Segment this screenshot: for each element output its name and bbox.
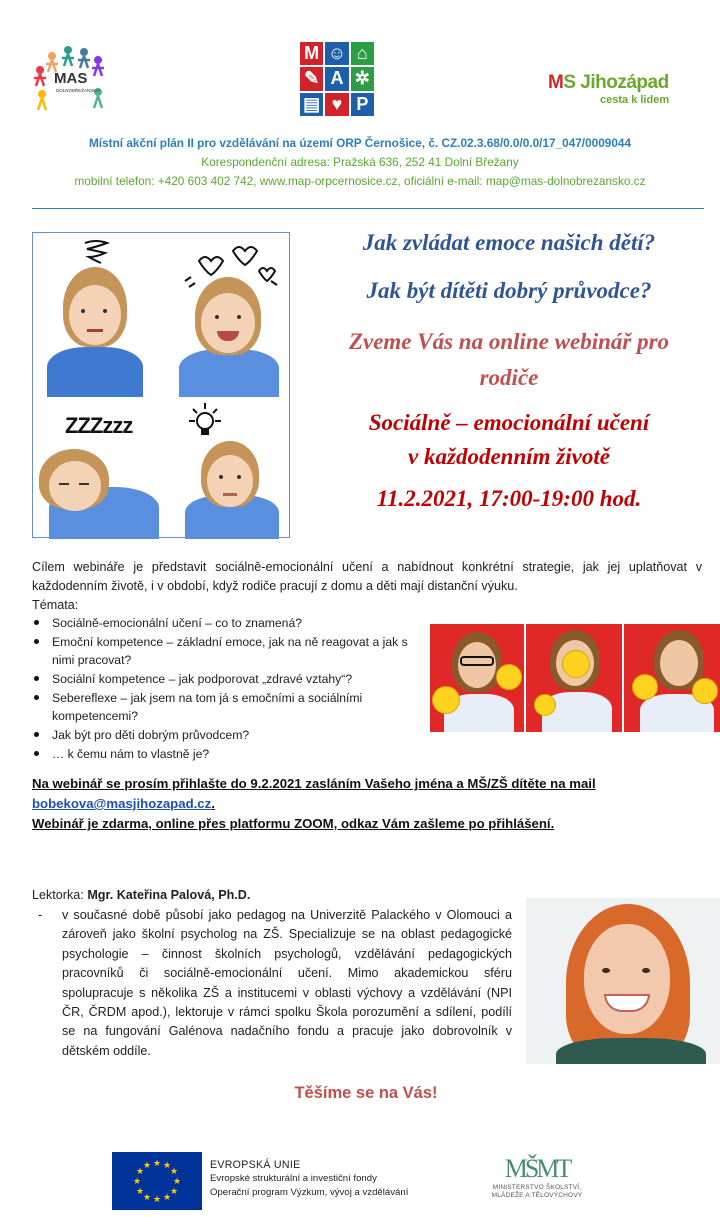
svg-text:★: ★ xyxy=(135,1167,145,1177)
eu-funding-text xyxy=(210,1158,408,1200)
contact-line: mobilní telefon: +420 603 402 742, www.map-orpcernosice.cz, oficiální e-mail: map@mas-dolnobrezansko.cz xyxy=(74,174,646,188)
kid-angry xyxy=(41,267,151,397)
svg-text:★: ★ xyxy=(152,1195,162,1205)
mas-jihozapad-sub: cesta k lidem xyxy=(600,94,670,106)
mas-jihozapad-m: M xyxy=(548,72,564,93)
map-pencil-icon: ✎ xyxy=(300,67,323,90)
msmt-line-1: MINISTERSTVO ŠKOLSTVÍ, xyxy=(492,1184,582,1191)
map-letter-p: P xyxy=(351,93,374,116)
list-item: Sociální kompetence – jak podporovat „zdravé vztahy“? xyxy=(32,670,420,688)
mas-dolnobrezansko-logo xyxy=(30,42,112,112)
svg-text:★: ★ xyxy=(169,1187,179,1197)
children-emotions-image xyxy=(32,232,290,538)
topic-line-1: Sociálně – emocionální učení xyxy=(368,410,650,435)
list-item: Emoční kompetence – základní emoce, jak na ně reagovat a jak s nimi pracovat? xyxy=(32,633,420,669)
letterhead xyxy=(0,134,720,191)
list-item: Sebereflexe – jak jsem na tom já s emočními a sociálními kompetencemi? xyxy=(32,689,420,725)
registration-info: Na webinář se prosím přihlašte do 9.2.2021 zasláním Vašeho jména a MŠ/ZŠ dítěte na mail bobekova@masjihozapad.cz. Webinář je zdarma, online přes platformu ZOOM, odkaz Vám zašleme po přihlášení. xyxy=(32,776,596,831)
lecturer-photo xyxy=(526,898,720,1064)
svg-text:★: ★ xyxy=(152,1159,162,1169)
topics-list xyxy=(32,614,420,764)
topics-label: Témata: xyxy=(32,598,79,612)
svg-text:★: ★ xyxy=(169,1167,179,1177)
eu-title: EVROPSKÁ UNIE xyxy=(210,1159,301,1171)
eu-line-3: Operační program Výzkum, vývoj a vzdělávání xyxy=(210,1187,409,1198)
mas-left-sub: DOLNOBŘEŽANSKO xyxy=(56,88,100,93)
svg-text:★: ★ xyxy=(142,1193,152,1203)
registration-email-link[interactable]: bobekova@masjihozapad.cz xyxy=(32,796,212,811)
svg-text:★: ★ xyxy=(162,1193,172,1203)
photo-panel-2 xyxy=(528,624,624,732)
mas-jihozapad-logo xyxy=(548,72,672,116)
msmt-mark: MŠMT xyxy=(504,1154,570,1183)
logo-bar xyxy=(0,36,720,120)
msmt-line-2: MLÁDEŽE A TĚLOVÝCHOVY xyxy=(491,1192,583,1199)
list-item: Sociálně-emocionální učení – co to znamená? xyxy=(32,614,420,632)
eu-flag-icon xyxy=(112,1152,202,1210)
project-title: Místní akční plán II pro vzdělávání na území ORP Černošice, č. CZ.02.3.68/0.0/0.0/17_047/0009044 xyxy=(88,136,632,150)
svg-text:★: ★ xyxy=(132,1177,142,1187)
map-letter-a: A xyxy=(325,67,348,90)
snore-text: ZZZzzz xyxy=(65,413,133,438)
map-letter-m: M xyxy=(300,42,323,65)
list-item: Jak být pro děti dobrým průvodcem? xyxy=(32,726,420,744)
question-2: Jak být dítěti dobrý průvodce? xyxy=(366,278,652,303)
map-heart-icon: ♥ xyxy=(325,93,348,116)
svg-text:★: ★ xyxy=(135,1187,145,1197)
registration-line-2: Webinář je zdarma, online přes platformu ZOOM, odkaz Vám zašleme po přihlášení. xyxy=(32,816,555,831)
invitation-line-2: rodiče xyxy=(479,365,539,390)
map-house-icon: ⌂ xyxy=(351,42,374,65)
photo-panel-1 xyxy=(430,624,526,732)
kid-sleepy xyxy=(39,443,159,539)
map-logo xyxy=(300,42,374,116)
question-1: Jak zvládat emoce našich dětí? xyxy=(362,230,656,255)
mas-left-text: MAS xyxy=(54,70,88,87)
lecturer-heading xyxy=(32,886,512,905)
event-title-block xyxy=(304,228,714,514)
spiral-icon xyxy=(81,239,111,265)
msmt-logo xyxy=(472,1154,602,1210)
map-gear-icon: ✲ xyxy=(351,67,374,90)
header-divider xyxy=(32,208,704,209)
lecturer-name: Mgr. Kateřina Palová, Ph.D. xyxy=(87,888,251,902)
funding-footer xyxy=(0,1148,720,1212)
bio-dash: - xyxy=(38,908,43,922)
lightbulb-icon xyxy=(185,401,225,441)
photo-panel-3 xyxy=(626,624,720,732)
address-line: Korespondenční adresa: Pražská 636, 252 41 Dolní Břežany xyxy=(201,155,519,169)
svg-text:★: ★ xyxy=(162,1161,172,1171)
webinar-intro: Cílem webináře je představit sociálně-emocionální učení a nabídnout konkrétní strategie, jak jej uplatňovat v každodenním životě, i v období, když rodiče pracují z domu a děti mají distanční výuku. xyxy=(32,560,702,593)
svg-text:★: ★ xyxy=(172,1177,182,1187)
kid-happy xyxy=(173,277,285,397)
svg-text:★: ★ xyxy=(142,1161,152,1171)
lecturer-label: Lektorka: xyxy=(32,888,88,902)
registration-line-1: Na webinář se prosím přihlašte do 9.2.2021 zasláním Vašeho jména a MŠ/ZŠ dítěte na mail xyxy=(32,776,596,791)
list-item: … k čemu nám to vlastně je? xyxy=(32,745,420,763)
topic-line-2: v každodenním životě xyxy=(408,444,610,469)
event-date: 11.2.2021, 17:00-19:00 hod. xyxy=(376,486,642,511)
emoji-kids-photo xyxy=(430,624,720,732)
closing-text: Těšíme se na Vás! xyxy=(294,1084,438,1102)
kid-thinking xyxy=(179,441,283,539)
mas-jihozapad-title: S Jihozápad xyxy=(563,72,669,93)
lecturer-bio-text: v současné době působí jako pedagog na Univerzitě Palackého v Olomouci a zároveň jako školní psycholog na ZŠ. Specializuje se na oblast pedagogické psychologie – činnost školních psychologů, vzdělávání pedagogických pracovníků či sociálně-emocionální učení. Mimo akademickou sféru spolupracuje s několika ZŠ a institucemi v oblasti výchovy a vzdělávání (NPI ČR, ČRDM apod.), lektoruje v rámci spolku Škola porozumění a sdílení, podílí se na fungování Galénova nadačního fondu a pracuje jako dobrovolník v dětském oddíle. xyxy=(62,908,512,1058)
eu-line-2: Evropské strukturální a investiční fondy xyxy=(210,1173,377,1184)
lecturer-bio xyxy=(32,906,512,1061)
map-book-icon: ▤ xyxy=(300,93,323,116)
map-people-icon: ☺ xyxy=(325,42,348,65)
invitation-line-1: Zveme Vás na online webinář pro xyxy=(348,329,670,354)
